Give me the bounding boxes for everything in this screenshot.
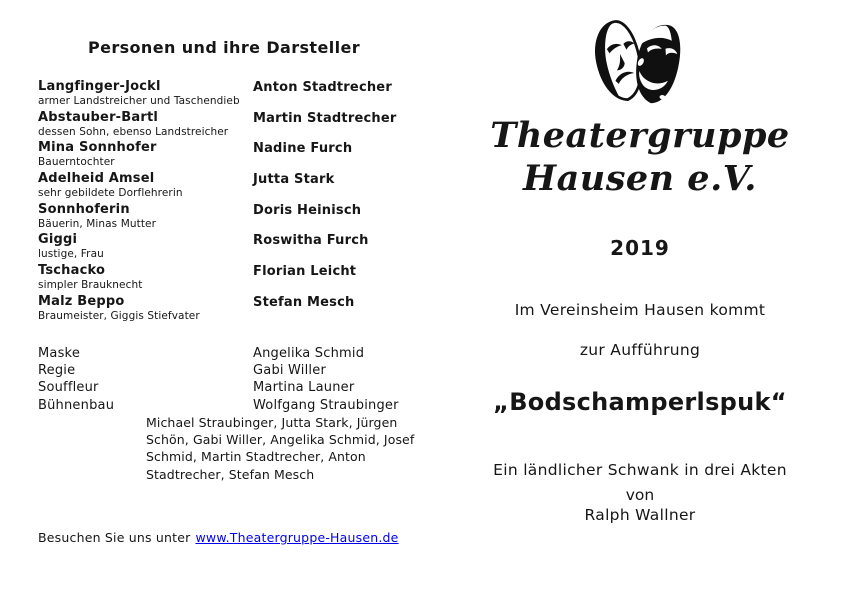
play-title: „Bodschamperlspuk“ (493, 388, 787, 416)
ensemble-names-block (146, 414, 431, 483)
role-description: Braumeister, Giggis Stiefvater (38, 309, 200, 322)
role-description: dessen Sohn, ebenso Landstreicher (38, 125, 229, 138)
cast-row (38, 110, 434, 141)
author-by-line: von (625, 486, 655, 504)
crew-member-name: Gabi Willer (253, 363, 326, 379)
crew-row (38, 346, 434, 363)
crew-row (38, 380, 434, 397)
crew-row (38, 398, 434, 415)
role-name: Malz Beppo (38, 293, 125, 309)
role-description: Bauerntochter (38, 156, 115, 169)
group-name-line1: Theatergruppe (490, 115, 790, 156)
role-description: lustige, Frau (38, 248, 104, 261)
ensemble-line: Stadtrecher, Stefan Mesch (146, 466, 315, 482)
crew-role-label: Maske (38, 346, 81, 361)
actor-name: Jutta Stark (253, 172, 335, 188)
performance-line: zur Aufführung (579, 341, 701, 359)
actor-name: Stefan Mesch (253, 294, 355, 310)
crew-row (38, 363, 434, 380)
actor-name: Florian Leicht (253, 264, 357, 280)
crew-member-name: Wolfgang Straubinger (253, 397, 399, 413)
website-link[interactable]: www.Theatergruppe-Hausen.de (195, 530, 399, 545)
cast-row (38, 294, 434, 325)
cast-row (38, 202, 434, 233)
group-name (424, 114, 856, 200)
role-name: Tschacko (38, 263, 106, 279)
group-name-line2: Hausen e.V. (523, 158, 757, 199)
role-description: armer Landstreicher und Taschendieb (38, 95, 240, 107)
crew-role-label: Bühnenbau (38, 397, 115, 413)
crew-list (38, 346, 434, 415)
theater-masks-icon (576, 14, 704, 112)
cast-row (38, 79, 434, 110)
actor-name: Doris Heinisch (253, 202, 362, 218)
crew-member-name: Angelika Schmid (253, 346, 365, 361)
ensemble-line: Schön, Gabi Willer, Angelika Schmid, Josef (146, 432, 415, 448)
ensemble-line: Schmid, Martin Stadtrecher, Anton (146, 449, 366, 465)
author-name: Ralph Wallner (584, 506, 696, 524)
cast-row (38, 140, 434, 171)
role-description: sehr gebildete Dorflehrerin (38, 187, 183, 200)
role-description: Bäuerin, Minas Mutter (38, 217, 157, 230)
role-name: Giggi (38, 232, 78, 248)
cast-section-title: Personen und ihre Darsteller (87, 38, 361, 57)
cast-row (38, 232, 434, 263)
crew-role-label: Regie (38, 363, 76, 379)
crew-role-label: Souffleur (38, 380, 99, 396)
actor-name: Roswitha Furch (253, 233, 369, 249)
cast-row (38, 171, 434, 202)
role-description: simpler Brauknecht (38, 279, 143, 292)
cast-list (38, 79, 434, 325)
venue-line: Im Vereinsheim Hausen kommt (514, 301, 766, 319)
role-name: Langfinger-Jockl (38, 79, 161, 94)
actor-name: Anton Stadtrecher (253, 80, 392, 95)
crew-member-name: Martina Launer (253, 380, 355, 396)
role-name: Abstauber-Bartl (38, 109, 159, 125)
website-line (38, 530, 399, 545)
comedy-mask-icon (629, 20, 687, 107)
website-prefix: Besuchen Sie uns unter (38, 530, 191, 545)
actor-name: Martin Stadtrecher (253, 110, 397, 126)
year-label: 2019 (610, 236, 670, 260)
role-name: Mina Sonnhofer (38, 140, 157, 156)
play-subtitle: Ein ländlicher Schwank in drei Akten (493, 461, 787, 479)
role-name: Adelheid Amsel (38, 171, 155, 187)
actor-name: Nadine Furch (253, 141, 353, 157)
role-name: Sonnhoferin (38, 201, 130, 217)
ensemble-line: Michael Straubinger, Jutta Stark, Jürgen (146, 415, 398, 430)
cast-row (38, 263, 434, 294)
cover-section (424, 0, 856, 525)
